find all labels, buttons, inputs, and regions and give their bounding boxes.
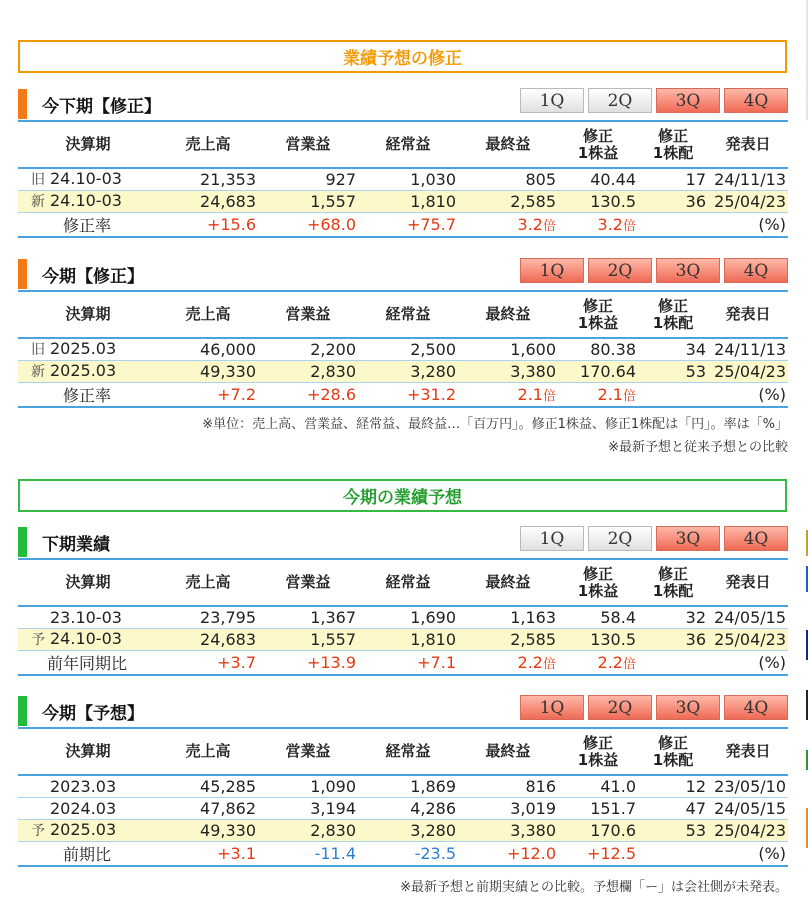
value-cell: 40.44 bbox=[558, 168, 638, 190]
column-header bbox=[458, 121, 558, 168]
period-value: 24.10-03 bbox=[50, 191, 122, 210]
ratio-cell bbox=[458, 650, 558, 675]
value-cell: 46,000 bbox=[158, 338, 258, 360]
section-title bbox=[18, 527, 110, 557]
value-cell: 53 bbox=[638, 819, 708, 841]
ratio-cell bbox=[258, 650, 358, 675]
value-cell: 24/11/13 bbox=[708, 338, 788, 360]
column-header-text: 発表日 bbox=[725, 135, 771, 153]
column-header-text: 経常益 bbox=[385, 573, 431, 591]
column-header-text: 修正 bbox=[582, 296, 613, 315]
forecast-note: ※最新予想と前期実績との比較。予想欄「ー」は会社側が未発表。 bbox=[400, 880, 788, 895]
value-cell: 1,163 bbox=[458, 606, 558, 628]
column-header-text: 発表日 bbox=[725, 742, 771, 760]
section-header bbox=[18, 256, 788, 290]
column-header bbox=[18, 291, 158, 338]
ratio-cell bbox=[158, 650, 258, 675]
value-cell: 1,810 bbox=[358, 190, 458, 212]
column-header-text: 営業益 bbox=[285, 305, 331, 323]
row-mark: 予 bbox=[31, 632, 45, 648]
ratio-cell bbox=[158, 382, 258, 407]
period-value: 24.10-03 bbox=[50, 629, 122, 648]
table-header-row bbox=[18, 291, 788, 338]
section-marker bbox=[18, 89, 27, 119]
tab-1q[interactable]: 1Q bbox=[520, 695, 584, 720]
results-table bbox=[18, 120, 788, 238]
column-header-text: 最終益 bbox=[485, 305, 531, 323]
multiple-unit: 倍 bbox=[622, 388, 636, 404]
value-cell: 3,280 bbox=[358, 819, 458, 841]
column-header-text: 決算期 bbox=[65, 305, 111, 323]
section-block bbox=[18, 524, 788, 676]
value-cell: 1,690 bbox=[358, 606, 458, 628]
ratio-cell bbox=[458, 382, 558, 407]
column-header bbox=[258, 291, 358, 338]
ratio-value: 2.2 bbox=[597, 652, 623, 672]
section-block bbox=[18, 256, 788, 408]
table-row bbox=[18, 606, 788, 628]
tab-1q[interactable]: 1Q bbox=[520, 258, 584, 283]
period-cell bbox=[18, 819, 158, 841]
column-header-text: 経常益 bbox=[385, 305, 431, 323]
value-cell: 4,286 bbox=[358, 797, 458, 819]
ratio-value: +13.9 bbox=[306, 652, 356, 672]
ratio-value: +3.1 bbox=[217, 843, 256, 863]
table-header-row bbox=[18, 559, 788, 606]
ratio-row bbox=[18, 212, 788, 237]
results-table bbox=[18, 558, 788, 676]
table-row bbox=[18, 168, 788, 190]
compare-note: ※最新予想と従来予想との比較 bbox=[608, 440, 788, 455]
column-header bbox=[358, 291, 458, 338]
ratio-label: 前期比 bbox=[18, 841, 158, 866]
tab-1q[interactable]: 1Q bbox=[520, 88, 584, 113]
ratio-value: +68.0 bbox=[306, 214, 356, 234]
ratio-cell bbox=[708, 382, 788, 407]
column-header bbox=[18, 121, 158, 168]
column-header bbox=[458, 291, 558, 338]
ratio-value: +3.7 bbox=[217, 652, 256, 672]
results-table bbox=[18, 290, 788, 408]
multiple-unit: 倍 bbox=[622, 218, 636, 234]
value-cell: 36 bbox=[638, 190, 708, 212]
tab-3q[interactable]: 3Q bbox=[656, 695, 720, 720]
ratio-value: 3.2 bbox=[517, 214, 543, 234]
ratio-cell bbox=[708, 650, 788, 675]
ratio-cell bbox=[358, 841, 458, 866]
ratio-cell bbox=[558, 841, 638, 866]
period-value: 2024.03 bbox=[50, 798, 117, 818]
ratio-value: 2.2 bbox=[517, 652, 543, 672]
value-cell: 1,030 bbox=[358, 168, 458, 190]
column-header-text: 売上高 bbox=[185, 573, 231, 591]
value-cell: 1,557 bbox=[258, 628, 358, 650]
quarter-tabs bbox=[520, 695, 788, 720]
ratio-cell bbox=[358, 212, 458, 237]
value-cell: 3,280 bbox=[358, 360, 458, 382]
ratio-cell bbox=[258, 841, 358, 866]
value-cell: 24/05/15 bbox=[708, 606, 788, 628]
value-cell: 170.6 bbox=[558, 819, 638, 841]
table-row bbox=[18, 797, 788, 819]
section-title-text: 今期【修正】 bbox=[42, 266, 144, 287]
tab-4q[interactable]: 4Q bbox=[724, 695, 788, 720]
value-cell: 24/11/13 bbox=[708, 168, 788, 190]
value-cell: 34 bbox=[638, 338, 708, 360]
column-header bbox=[258, 121, 358, 168]
section-header bbox=[18, 693, 788, 727]
section-title bbox=[18, 89, 161, 119]
table-row bbox=[18, 338, 788, 360]
ratio-value: -23.5 bbox=[414, 843, 456, 863]
column-header-text: 決算期 bbox=[65, 742, 111, 760]
value-cell: 3,380 bbox=[458, 360, 558, 382]
value-cell: 2,500 bbox=[358, 338, 458, 360]
value-cell: 25/04/23 bbox=[708, 628, 788, 650]
tab-1q[interactable]: 1Q bbox=[520, 526, 584, 551]
column-header-text: 最終益 bbox=[485, 135, 531, 153]
tab-2q[interactable]: 2Q bbox=[588, 695, 652, 720]
column-header-text: 売上高 bbox=[185, 305, 231, 323]
column-header bbox=[558, 121, 638, 168]
ratio-label: 修正率 bbox=[18, 212, 158, 237]
value-cell: 41.0 bbox=[558, 775, 638, 797]
period-value: 23.10-03 bbox=[50, 607, 122, 627]
column-header bbox=[558, 559, 638, 606]
table-header-row bbox=[18, 121, 788, 168]
ratio-cell bbox=[458, 841, 558, 866]
column-header-text: 営業益 bbox=[285, 135, 331, 153]
quarter-tabs bbox=[520, 88, 788, 113]
column-header-text: 修正 bbox=[657, 564, 688, 583]
column-header-text: 発表日 bbox=[725, 573, 771, 591]
ratio-row bbox=[18, 841, 788, 866]
period-cell bbox=[18, 338, 158, 360]
column-header bbox=[158, 121, 258, 168]
value-cell: 24,683 bbox=[158, 190, 258, 212]
value-cell: 58.4 bbox=[558, 606, 638, 628]
ratio-label: 修正率 bbox=[18, 382, 158, 407]
column-header-text: 1株益 bbox=[577, 143, 619, 162]
column-header-text: 修正 bbox=[582, 126, 613, 145]
ratio-cell bbox=[258, 382, 358, 407]
value-cell: 1,810 bbox=[358, 628, 458, 650]
row-mark: 新 bbox=[31, 364, 45, 380]
value-cell: 32 bbox=[638, 606, 708, 628]
column-header-text: 修正 bbox=[657, 296, 688, 315]
period-cell bbox=[18, 168, 158, 190]
ratio-value: +31.2 bbox=[406, 384, 456, 404]
ratio-value: +7.2 bbox=[217, 384, 256, 404]
row-mark: 予 bbox=[31, 823, 45, 839]
column-header-text: 売上高 bbox=[185, 135, 231, 153]
ratio-value: 2.1 bbox=[597, 384, 623, 404]
value-cell: 23/05/10 bbox=[708, 775, 788, 797]
value-cell: 130.5 bbox=[558, 628, 638, 650]
multiple-unit: 倍 bbox=[542, 656, 556, 672]
value-cell: 80.38 bbox=[558, 338, 638, 360]
column-header bbox=[158, 291, 258, 338]
ratio-cell bbox=[558, 650, 638, 675]
ratio-value: (%) bbox=[758, 214, 786, 234]
section-title bbox=[18, 259, 144, 289]
value-cell: 1,557 bbox=[258, 190, 358, 212]
period-value: 2025.03 bbox=[50, 361, 117, 380]
column-header bbox=[638, 559, 708, 606]
value-cell: 45,285 bbox=[158, 775, 258, 797]
value-cell: 24,683 bbox=[158, 628, 258, 650]
ratio-cell bbox=[638, 650, 708, 675]
column-header bbox=[158, 728, 258, 775]
value-cell: 21,353 bbox=[158, 168, 258, 190]
ratio-cell bbox=[638, 841, 708, 866]
section-marker bbox=[18, 259, 27, 289]
column-header bbox=[18, 559, 158, 606]
period-value: 24.10-03 bbox=[50, 169, 122, 189]
value-cell: 2,585 bbox=[458, 190, 558, 212]
period-cell bbox=[18, 775, 158, 797]
table-row bbox=[18, 775, 788, 797]
section-title-text: 今下期【修正】 bbox=[42, 96, 161, 117]
column-header bbox=[558, 291, 638, 338]
ratio-cell bbox=[638, 382, 708, 407]
ratio-cell bbox=[458, 212, 558, 237]
value-cell: 2,830 bbox=[258, 360, 358, 382]
column-header bbox=[708, 291, 788, 338]
column-header bbox=[358, 121, 458, 168]
ratio-cell bbox=[258, 212, 358, 237]
column-header bbox=[708, 559, 788, 606]
value-cell: 49,330 bbox=[158, 360, 258, 382]
value-cell: 47 bbox=[638, 797, 708, 819]
column-header bbox=[708, 728, 788, 775]
table-row bbox=[18, 819, 788, 841]
ratio-cell bbox=[708, 841, 788, 866]
column-header-text: 決算期 bbox=[65, 573, 111, 591]
column-header-text: 経常益 bbox=[385, 742, 431, 760]
ratio-label: 前年同期比 bbox=[18, 650, 158, 675]
column-header bbox=[638, 291, 708, 338]
value-cell: 2,585 bbox=[458, 628, 558, 650]
column-header bbox=[558, 728, 638, 775]
value-cell: 53 bbox=[638, 360, 708, 382]
column-header-text: 最終益 bbox=[485, 573, 531, 591]
value-cell: 1,600 bbox=[458, 338, 558, 360]
value-cell: 151.7 bbox=[558, 797, 638, 819]
row-mark: 旧 bbox=[31, 172, 45, 189]
ratio-value: 3.2 bbox=[597, 214, 623, 234]
section-title-text: 下期業績 bbox=[42, 534, 110, 555]
value-cell: 1,367 bbox=[258, 606, 358, 628]
ratio-value: +12.5 bbox=[586, 843, 636, 863]
section-block bbox=[18, 693, 788, 867]
value-cell: 2,200 bbox=[258, 338, 358, 360]
column-header bbox=[458, 728, 558, 775]
tab-4q[interactable]: 4Q bbox=[724, 258, 788, 283]
period-value: 2025.03 bbox=[50, 820, 117, 839]
column-header-text: 修正 bbox=[582, 733, 613, 752]
multiple-unit: 倍 bbox=[622, 656, 636, 672]
period-cell bbox=[18, 797, 158, 819]
value-cell: 49,330 bbox=[158, 819, 258, 841]
tab-4q[interactable]: 4Q bbox=[724, 88, 788, 113]
value-cell: 170.64 bbox=[558, 360, 638, 382]
value-cell: 12 bbox=[638, 775, 708, 797]
tab-3q[interactable]: 3Q bbox=[656, 526, 720, 551]
column-header-text: 1株配 bbox=[652, 143, 694, 162]
column-header-text: 決算期 bbox=[65, 135, 111, 153]
ratio-value: -11.4 bbox=[314, 843, 356, 863]
ratio-cell bbox=[558, 382, 638, 407]
value-cell: 805 bbox=[458, 168, 558, 190]
column-header-text: 修正 bbox=[657, 126, 688, 145]
ratio-value: +28.6 bbox=[306, 384, 356, 404]
ratio-cell bbox=[708, 212, 788, 237]
tab-2q[interactable]: 2Q bbox=[588, 88, 652, 113]
ratio-value: (%) bbox=[758, 843, 786, 863]
value-cell: 47,862 bbox=[158, 797, 258, 819]
column-header bbox=[358, 728, 458, 775]
value-cell: 25/04/23 bbox=[708, 819, 788, 841]
value-cell: 1,869 bbox=[358, 775, 458, 797]
column-header bbox=[158, 559, 258, 606]
column-header-text: 最終益 bbox=[485, 742, 531, 760]
multiple-unit: 倍 bbox=[542, 388, 556, 404]
tab-4q[interactable]: 4Q bbox=[724, 526, 788, 551]
ratio-cell bbox=[638, 212, 708, 237]
revision-banner-title: 業績予想の修正 bbox=[343, 49, 462, 69]
value-cell: 36 bbox=[638, 628, 708, 650]
period-cell bbox=[18, 360, 158, 382]
ratio-row bbox=[18, 382, 788, 407]
period-value: 2023.03 bbox=[50, 776, 117, 796]
ratio-cell bbox=[558, 212, 638, 237]
section-title bbox=[18, 696, 144, 726]
quarter-tabs bbox=[520, 258, 788, 283]
period-cell bbox=[18, 606, 158, 628]
period-cell bbox=[18, 190, 158, 212]
column-header-text: 1株配 bbox=[652, 581, 694, 600]
ratio-value: +15.6 bbox=[206, 214, 256, 234]
column-header-text: 1株益 bbox=[577, 581, 619, 600]
column-header bbox=[708, 121, 788, 168]
column-header-text: 営業益 bbox=[285, 742, 331, 760]
section-header bbox=[18, 524, 788, 558]
section-header bbox=[18, 86, 788, 120]
column-header bbox=[638, 121, 708, 168]
column-header-text: 売上高 bbox=[185, 742, 231, 760]
ratio-row bbox=[18, 650, 788, 675]
column-header-text: 1株益 bbox=[577, 313, 619, 332]
section-title-text: 今期【予想】 bbox=[42, 703, 144, 724]
ratio-value: 2.1 bbox=[517, 384, 543, 404]
column-header-text: 1株益 bbox=[577, 750, 619, 769]
tab-2q[interactable]: 2Q bbox=[588, 526, 652, 551]
row-mark: 旧 bbox=[31, 342, 45, 359]
ratio-cell bbox=[358, 650, 458, 675]
quarter-tabs bbox=[520, 526, 788, 551]
tab-3q[interactable]: 3Q bbox=[656, 258, 720, 283]
value-cell: 24/05/15 bbox=[708, 797, 788, 819]
period-value: 2025.03 bbox=[50, 339, 117, 359]
revision-banner bbox=[18, 40, 787, 73]
ratio-cell bbox=[158, 841, 258, 866]
column-header-text: 修正 bbox=[657, 733, 688, 752]
value-cell: 17 bbox=[638, 168, 708, 190]
column-header bbox=[358, 559, 458, 606]
column-header bbox=[638, 728, 708, 775]
value-cell: 1,090 bbox=[258, 775, 358, 797]
value-cell: 25/04/23 bbox=[708, 190, 788, 212]
column-header-text: 修正 bbox=[582, 564, 613, 583]
column-header bbox=[258, 728, 358, 775]
section-marker bbox=[18, 527, 27, 557]
column-header bbox=[18, 728, 158, 775]
column-header-text: 1株配 bbox=[652, 750, 694, 769]
value-cell: 816 bbox=[458, 775, 558, 797]
value-cell: 3,019 bbox=[458, 797, 558, 819]
multiple-unit: 倍 bbox=[542, 218, 556, 234]
ratio-value: (%) bbox=[758, 652, 786, 672]
value-cell: 25/04/23 bbox=[708, 360, 788, 382]
column-header-text: 経常益 bbox=[385, 135, 431, 153]
forecast-banner-title: 今期の業績予想 bbox=[343, 488, 462, 508]
ratio-cell bbox=[158, 212, 258, 237]
table-row bbox=[18, 360, 788, 382]
value-cell: 3,194 bbox=[258, 797, 358, 819]
period-cell bbox=[18, 628, 158, 650]
column-header bbox=[258, 559, 358, 606]
ratio-value: (%) bbox=[758, 384, 786, 404]
results-table bbox=[18, 727, 788, 867]
section-block bbox=[18, 86, 788, 238]
table-row bbox=[18, 190, 788, 212]
value-cell: 23,795 bbox=[158, 606, 258, 628]
column-header-text: 営業益 bbox=[285, 573, 331, 591]
ratio-value: +7.1 bbox=[417, 652, 456, 672]
column-header-text: 1株配 bbox=[652, 313, 694, 332]
ratio-value: +75.7 bbox=[406, 214, 456, 234]
column-header bbox=[458, 559, 558, 606]
forecast-banner bbox=[18, 479, 787, 512]
section-marker bbox=[18, 696, 27, 726]
value-cell: 2,830 bbox=[258, 819, 358, 841]
table-row bbox=[18, 628, 788, 650]
value-cell: 130.5 bbox=[558, 190, 638, 212]
unit-note: ※単位：売上高、営業益、経常益、最終益…「百万円」。修正1株益、修正1株配は「円」。率は「%」 bbox=[202, 417, 788, 432]
ratio-value: +12.0 bbox=[506, 843, 556, 863]
row-mark: 新 bbox=[31, 194, 45, 210]
value-cell: 3,380 bbox=[458, 819, 558, 841]
table-header-row bbox=[18, 728, 788, 775]
column-header-text: 発表日 bbox=[725, 305, 771, 323]
tab-3q[interactable]: 3Q bbox=[656, 88, 720, 113]
ratio-cell bbox=[358, 382, 458, 407]
value-cell: 927 bbox=[258, 168, 358, 190]
tab-2q[interactable]: 2Q bbox=[588, 258, 652, 283]
